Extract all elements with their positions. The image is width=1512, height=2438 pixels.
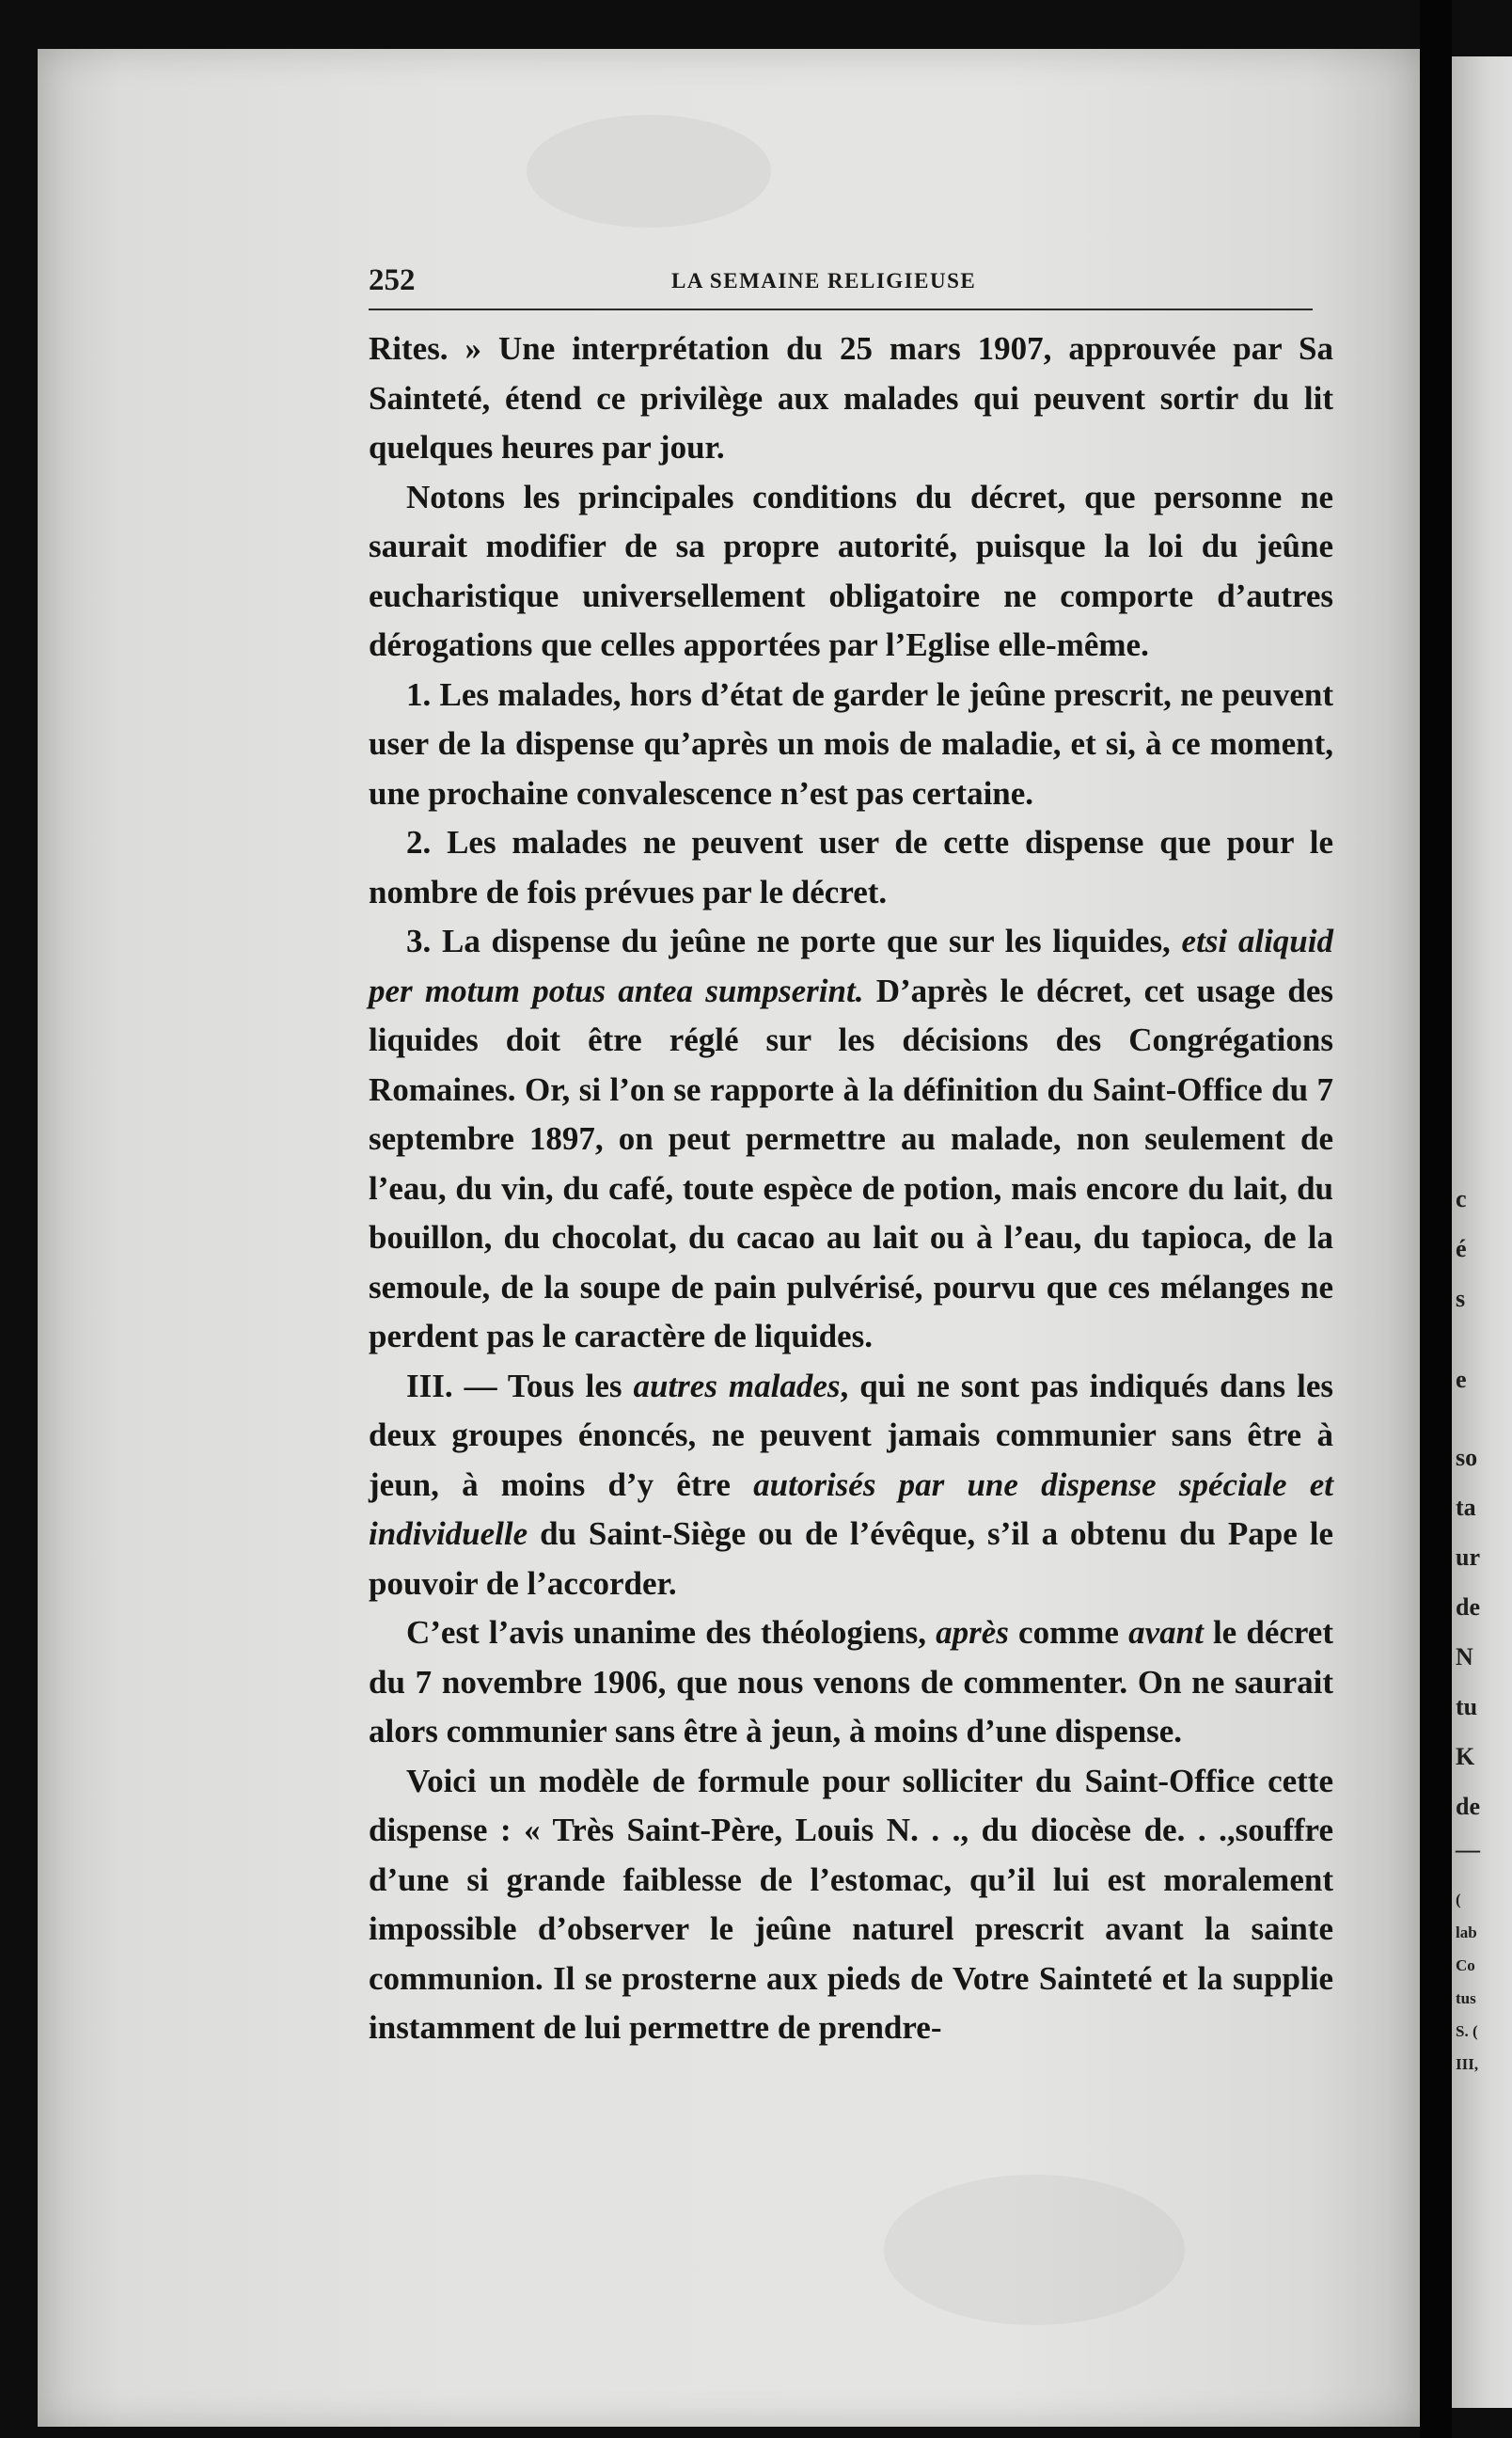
- page-number: 252: [369, 263, 416, 297]
- facing-page-fragment: tus: [1456, 1989, 1476, 2007]
- facing-page-fragment: e: [1456, 1366, 1467, 1393]
- facing-page-fragment: s: [1456, 1285, 1466, 1312]
- facing-page-fragment: (: [1456, 1891, 1461, 1908]
- paragraph: Voici un modèle de formule pour solliciter du Saint-Office cette dispense : « Très Saint-Père, Louis N. . ., du diocèse de. . .,souffre d’une si grande faiblesse de l’estomac, qu’il lui est moralement impossible d’observer le jeûne naturel prescrit avant la sainte communion. Il se prosterne aux pieds de Votre Sainteté et la supplie instamment de lui permettre de prendre-: [369, 1762, 1333, 2046]
- paper-stain: [527, 115, 771, 228]
- facing-page-fragment: tu: [1456, 1693, 1478, 1720]
- text-run: III. — Tous les: [406, 1367, 634, 1404]
- text-run: du Saint-Siège ou de l’évêque, s’il a obtenu du Pape le pouvoir de l’accorder.: [369, 1515, 1333, 1602]
- facing-page-fragment: ur: [1456, 1544, 1480, 1571]
- facing-page-fragment: c: [1456, 1185, 1467, 1212]
- facing-page-fragment: III,: [1456, 2055, 1479, 2073]
- paragraph: [369, 1608, 1333, 1757]
- text-run: C’est l’avis unanime des théologiens,: [406, 1614, 937, 1651]
- facing-page-fragment: N: [1456, 1643, 1473, 1670]
- paragraph: 2. Les malades ne peuvent user de cette dispense que pour le nombre de fois prévues par le décret.: [369, 824, 1333, 910]
- body-text: [369, 325, 1333, 2053]
- paragraph: [369, 1362, 1333, 1609]
- facing-page-fragment: K: [1456, 1743, 1475, 1770]
- text-run: le décret du 7 novembre 1906, que nous venons de commenter. On ne saurait alors communier sans être à jeun, à moins d’une dispense.: [369, 1614, 1333, 1749]
- italic-phrase: avant: [1128, 1614, 1204, 1651]
- facing-page-fragment: —: [1456, 1836, 1480, 1863]
- text-run: D’après le décret, cet usage des liquides doit être réglé sur les décisions des Congrégations Romaines. Or, si l’on se rapporte à la définition du Saint-Office du 7 septembre 1897, on peut permettre au malade, non seulement de l’eau, du vin, du café, toute espèce de potion, mais encore du lait, du bouillon, du chocolat, du cacao au lait ou à l’eau, du tapioca, de la semoule, de la soupe de pain pulvérisé, pourvu que ces mélanges ne perdent pas le caractère de liquides.: [369, 972, 1333, 1354]
- italic-phrase: autres malades: [633, 1367, 841, 1404]
- facing-page-fragment: de: [1456, 1593, 1480, 1621]
- facing-page-edge: [1452, 56, 1512, 2408]
- paragraph: Notons les principales conditions du décret, que personne ne saurait modifier de sa propre autorité, puisque la loi du jeûne eucharistique universellement obligatoire ne comporte d’autres dérogations que celles apportées par l’Eglise elle-même.: [369, 478, 1333, 663]
- facing-page-fragment: de: [1456, 1793, 1480, 1820]
- paragraph: [369, 917, 1333, 1362]
- facing-page-fragment: lab: [1456, 1923, 1477, 1941]
- paragraph: Rites. » Une interprétation du 25 mars 1907, approuvée par Sa Sainteté, étend ce privilège aux malades qui peuvent sortir du lit quelques heures par jour.: [369, 330, 1333, 466]
- facing-page-fragment: ta: [1456, 1494, 1476, 1521]
- facing-page-fragment: Co: [1456, 1956, 1475, 1974]
- facing-page-fragment: so: [1456, 1444, 1478, 1471]
- page-header: [369, 263, 1313, 310]
- italic-phrase: après: [936, 1614, 1009, 1651]
- running-title: LA SEMAINE RELIGIEUSE: [671, 269, 977, 293]
- paper-stain: [884, 2175, 1185, 2325]
- facing-page-fragment: S. (: [1456, 2022, 1478, 2040]
- paragraph: 1. Les malades, hors d’état de garder le jeûne prescrit, ne peuvent user de la dispense qu’après un mois de maladie, et si, à ce moment, une prochaine convalescence n’est pas certaine.: [369, 675, 1333, 812]
- text-run: , qui ne sont pas indiqués dans les deux groupes énoncés, ne peuvent jamais communier sans être à jeun, à moins d’y être: [369, 1367, 1333, 1503]
- book-gutter: [1420, 0, 1452, 2438]
- facing-page-fragment: é: [1456, 1235, 1467, 1262]
- text-run: 3. La dispense du jeûne ne porte que sur les liquides,: [406, 923, 1182, 959]
- italic-phrase: autorisés par une dispense spéciale et individuelle: [369, 1465, 1333, 1552]
- text-run: comme: [1008, 1614, 1129, 1651]
- latin-phrase: etsi aliquid per motum potus antea sumpserint.: [369, 923, 1333, 1009]
